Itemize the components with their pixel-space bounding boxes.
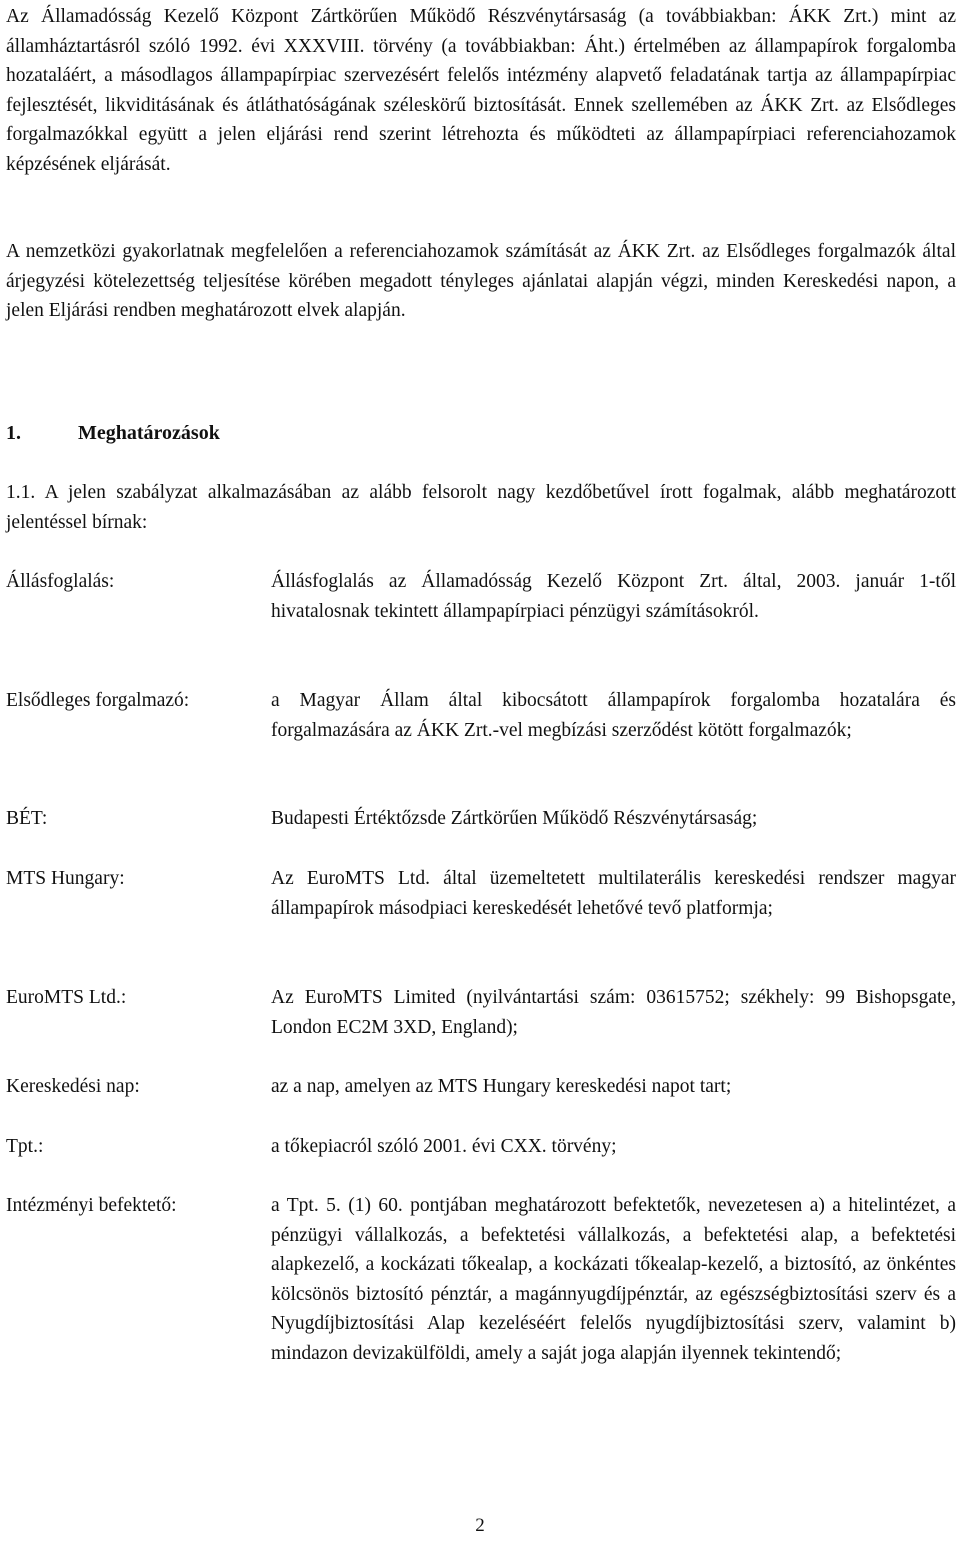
intro-paragraph: Az Államadósság Kezelő Központ Zártkörűen Működő Részvénytársaság (a továbbiakban: ÁKK Zrt.) mint az államháztartásról szóló 1992. évi XXXVIII. törvény (a továbbiakban: Áht.) értelmében az állampapírok forgalomba hozataláért, a másodlagos állampapírpiac szervezésért felelős intézmény alapvető feladatának tartja az állampapírpiac fejlesztését, likviditásának és átláthatóságának széleskörű biztosítását. Ennek szellemében az ÁKK Zrt. az Elsődleges forgalmazókkal együtt a jelen eljárási rend szerint létrehozta és működteti az állampapírpiaci referenciahozamok képzésének eljárását. — [6, 6, 956, 175]
definition-text: a tőkepiacról szóló 2001. évi CXX. törvény; — [271, 1136, 617, 1157]
definition-text: Az EuroMTS Ltd. által üzemeltetett multilaterális kereskedési rendszer magyar állampapírok másodpiaci kereskedését lehetővé tevő platformja; — [271, 868, 956, 919]
definition-term: MTS Hungary: — [6, 868, 125, 889]
definition-text: az a nap, amelyen az MTS Hungary kereskedési napot tart; — [271, 1076, 732, 1097]
definition-text: Budapesti Értéktőzsde Zártkörűen Működő Részvénytársaság; — [271, 808, 758, 829]
definitions-intro-paragraph: 1.1. A jelen szabályzat alkalmazásában az alább felsorolt nagy kezdőbetűvel írott fogalmak, alább meghatározott jelentéssel bírnak: — [6, 482, 956, 533]
definition-text: Állásfoglalás az Államadósság Kezelő Központ Zrt. által, 2003. január 1-től hivatalosnak tekintett állampapírpiaci pénzügyi számításokról. — [271, 571, 956, 622]
section-number: 1. — [6, 422, 21, 444]
definition-term: Elsődleges forgalmazó: — [6, 690, 190, 711]
definition-term: Kereskedési nap: — [6, 1076, 140, 1097]
international-practice-paragraph: A nemzetközi gyakorlatnak megfelelően a referenciahozamok számítását az ÁKK Zrt. az Elsődleges forgalmazók által árjegyzési kötelezettség teljesítése körében megadott tényleges ajánlatai alapján végzi, minden Kereskedési napon, a jelen Eljárási rendben meghatározott elvek alapján. — [6, 241, 956, 321]
definition-text: a Tpt. 5. (1) 60. pontjában meghatározott befektetők, nevezetesen a) a hitelintézet, a pénzügyi vállalkozás, a befektetési vállalkozás, a befektetési alap, a befektetési alapkezelő, a kockázati tőkealap, a kockázati tőkealap-kezelő, a biztosító, az önkéntes kölcsönös biztosító pénztár, a magánnyugdíjpénztár, az egészségbiztosítási szerv és a Nyugdíjbiztosítási Alap kezeléséért felelős nyugdíjbiztosítási szerv, valamint b) mindazon devizakülföldi, amely a saját joga alapján ilyennek tekintendő; — [271, 1195, 956, 1364]
section-title: Meghatározások — [78, 422, 220, 444]
definition-text: Az EuroMTS Limited (nyilvántartási szám: 03615752; székhely: 99 Bishopsgate, London EC2M 3XD, England); — [271, 987, 956, 1038]
definition-term: EuroMTS Ltd.: — [6, 987, 127, 1008]
definition-text: a Magyar Állam által kibocsátott állampapírok forgalomba hozatalára és forgalmazására az ÁKK Zrt.-vel megbízási szerződést kötött forgalmazók; — [271, 690, 956, 741]
definition-term: Tpt.: — [6, 1136, 44, 1157]
page-number: 2 — [475, 1515, 485, 1536]
definition-term: BÉT: — [6, 808, 48, 829]
definition-term: Állásfoglalás: — [6, 571, 115, 592]
section-heading — [6, 418, 220, 448]
definition-term: Intézményi befektető: — [6, 1195, 177, 1216]
